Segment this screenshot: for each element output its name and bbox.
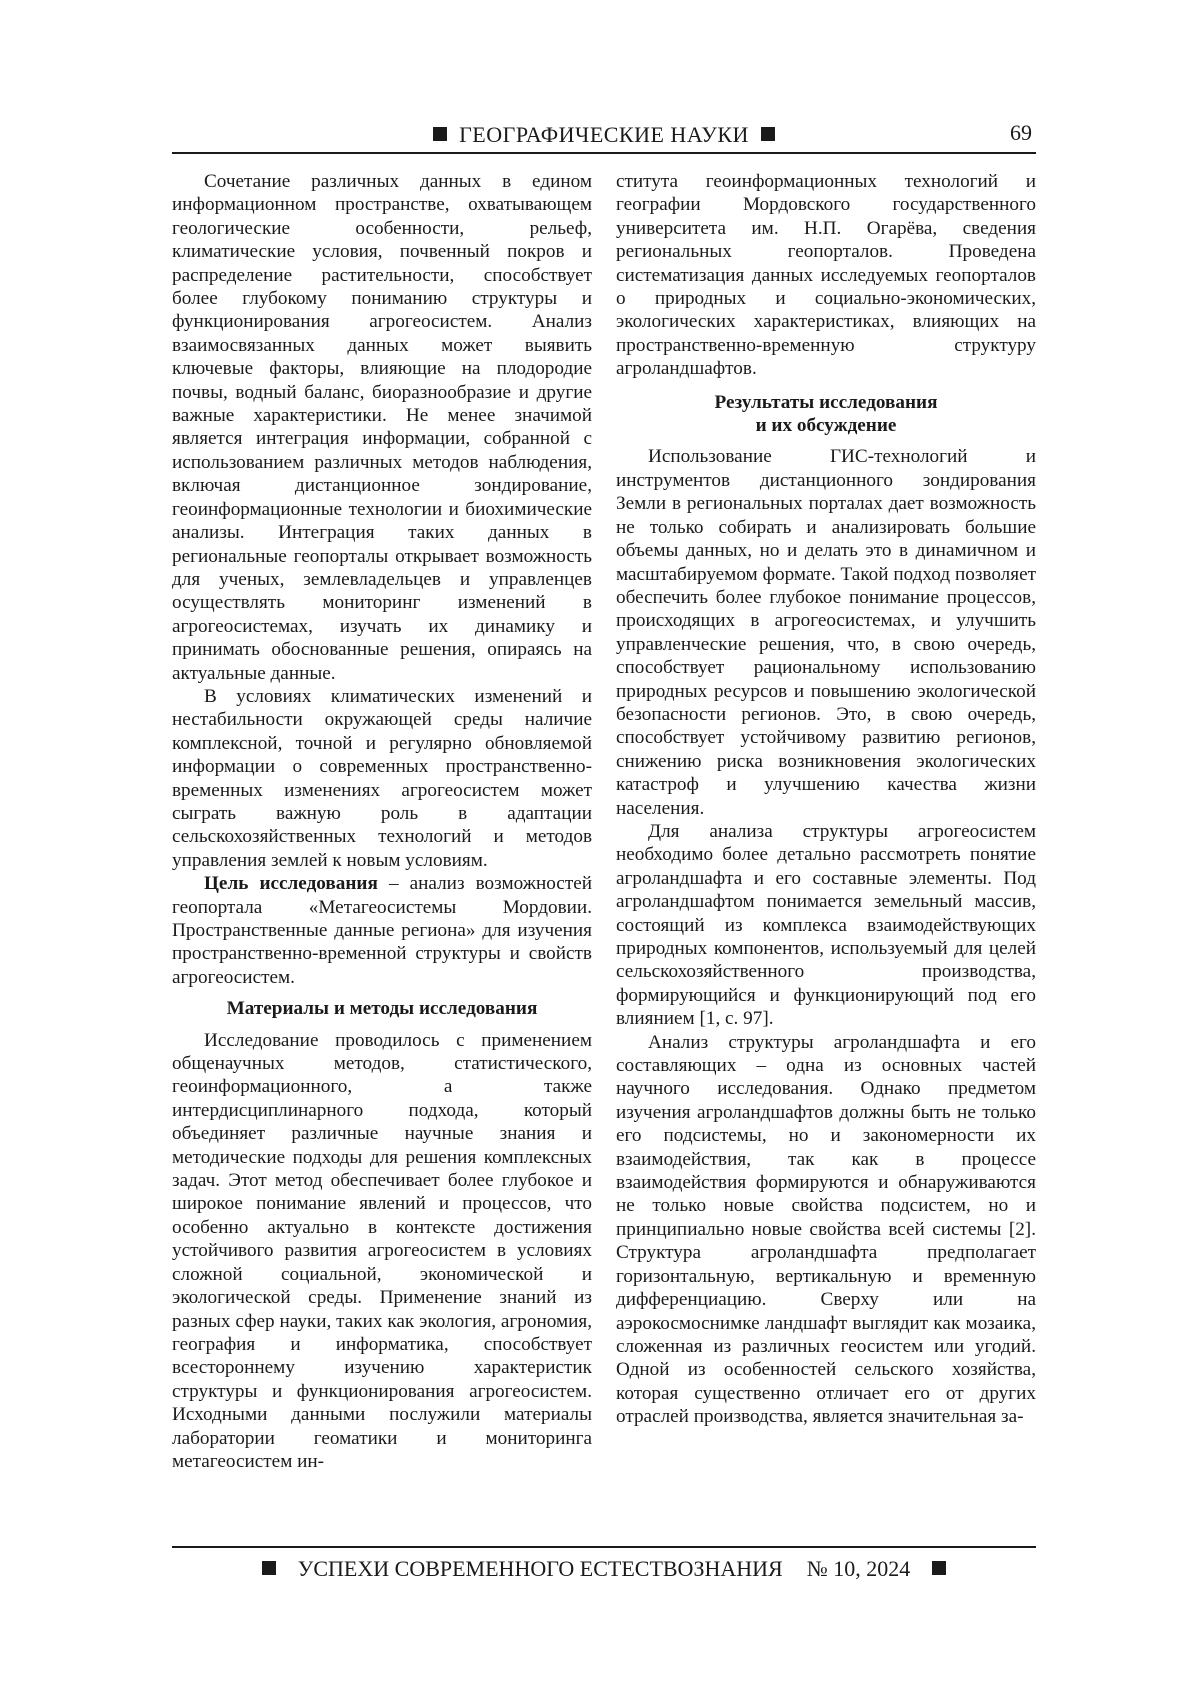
- square-bullet-icon: [262, 1561, 276, 1575]
- heading-line-2: и их обсуждение: [755, 415, 897, 437]
- paragraph: В условиях климатических изменений и нестабильности окружающей среды наличие комплексной, точной и регулярно обновляемой информации о современных пространственно-временных изменениях агрогеосистем может сыграть важную роль в адаптации сельскохозяйственных технологий и методов управления землей к новым условиям.: [172, 685, 592, 871]
- footer-text: [172, 1556, 1036, 1582]
- paragraph: Анализ структуры агроландшафта и его составляющих – одна из основных частей научного исследования. Однако предметом изучения агроландшафтов должны быть не только его подсистемы, но и закономерности их взаимодействия, так как в процессе взаимодействия формируются и обнаруживаются не только новые свойства подсистем, но и принципиально новые свойства всей системы [2]. Структура агроландшафта предполагает горизонтальную, вертикальную и временную дифференциацию. Сверху или на аэрокосмоснимке ландшафт выглядит как мозаика, сложенная из различных геосистем или угодий. Одной из особенностей сельского хозяйства, которая существенно отличает его от других отраслей производства, является значительная за-: [616, 1031, 1036, 1428]
- paragraph: Сочетание различных данных в едином информационном пространстве, охватывающем геологические особенности, рельеф, климатические условия, почвенный покров и распределение растительности, способствует более глубокому пониманию структуры и функционирования агрогеосистем. Анализ взаимосвязанных данных может выявить ключевые факторы, влияющие на плодородие почвы, водный баланс, биоразнообразие и другие важные характеристики. Не менее значимой является интеграция информации, собранной с использованием различных методов наблюдения, включая дистанционное зондирование, геоинформационные технологии и биохимические анализы. Интеграция таких данных в региональные геопорталы открывает возможность для ученых, землевладельцев и управленцев осуществлять мониторинг изменений в агрогеосистемах, изучать их динамику и принимать обоснованные решения, опираясь на актуальные данные.: [172, 171, 592, 684]
- page-number: 69: [1010, 120, 1032, 145]
- header-title: [172, 122, 1036, 148]
- goal-text: – анализ возможностей геопортала «Метагеосистемы Мордовии. Пространственные данные региона» для изучения пространственно-временной структуры и свойств агрогеосистем.: [172, 873, 592, 988]
- section-heading-results: [616, 391, 1036, 438]
- running-header: [172, 120, 1036, 154]
- left-column: [172, 170, 592, 1473]
- square-bullet-icon: [761, 127, 775, 141]
- heading-line-1: Результаты исследования: [714, 391, 938, 413]
- goal-lead: Цель исследования: [204, 873, 378, 895]
- paragraph-continued: ститута геоинформационных технологий и географии Мордовского государственного университета им. Н.П. Огарёва, сведения региональных геопорталов. Проведена систематизация данных исследуемых геопорталов о природных и социально-экономических, экологических характеристиках, влияющих на пространственно-временную структуру агроландшафтов.: [616, 171, 1036, 380]
- running-footer: [172, 1546, 1036, 1588]
- square-bullet-icon: [433, 127, 447, 141]
- paragraph: Использование ГИС-технологий и инструментов дистанционного зондирования Земли в региональных порталах дает возможность не только собирать и анализировать большие объемы данных, но и делать это в динамичном и масштабируемом формате. Такой подход позволяет обеспечить более глубокое понимание процессов, происходящих в агрогеосистемах, и улучшить управленческие решения, что, в свою очередь, способствует рациональному использованию природных ресурсов и повышению экологической безопасности регионов. Это, в свою очередь, способствует устойчивому развитию регионов, снижению риска возникновения экологических катастроф и улучшению качества жизни населения.: [616, 446, 1036, 819]
- journal-name: УСПЕХИ СОВРЕМЕННОГО ЕСТЕСТВОЗНАНИЯ: [297, 1556, 783, 1581]
- paragraph: Для анализа структуры агрогеосистем необходимо более детально рассмотреть понятие агроландшафта и его составные элементы. Под агроландшафтом понимается земельный массив, состоящий из комплекса взаимодействующих природных компонентов, используемый для целей сельскохозяйственного производства, формирующийся и функционирующий под его влиянием [1, с. 97].: [616, 820, 1036, 1030]
- issue-number: № 10, 2024: [806, 1556, 911, 1581]
- square-bullet-icon: [932, 1561, 946, 1575]
- paragraph-goal: [172, 872, 592, 989]
- paragraph: Исследование проводилось с применением общенаучных методов, статистического, геоинформационного, а также интердисциплинарного подхода, который объединяет различные научные знания и методические подходы для решения комплексных задач. Этот метод обеспечивает более глубокое и широкое понимание явлений и процессов, что особенно актуально в контексте достижения устойчивого развития агрогеосистем в условиях сложной социальной, экономической и экологической среды. Применение знаний из разных сфер науки, таких как экология, агрономия, география и информатика, способствует всестороннему изучению характеристик структуры и функционирования агрогеосистем. Исходными данными послужили материалы лаборатории геоматики и мониторинга метагеосистем ин-: [172, 1029, 592, 1472]
- section-title: ГЕОГРАФИЧЕСКИЕ НАУКИ: [459, 122, 749, 147]
- section-heading-methods: Материалы и методы исследования: [226, 998, 538, 1020]
- right-column: [616, 170, 1036, 1429]
